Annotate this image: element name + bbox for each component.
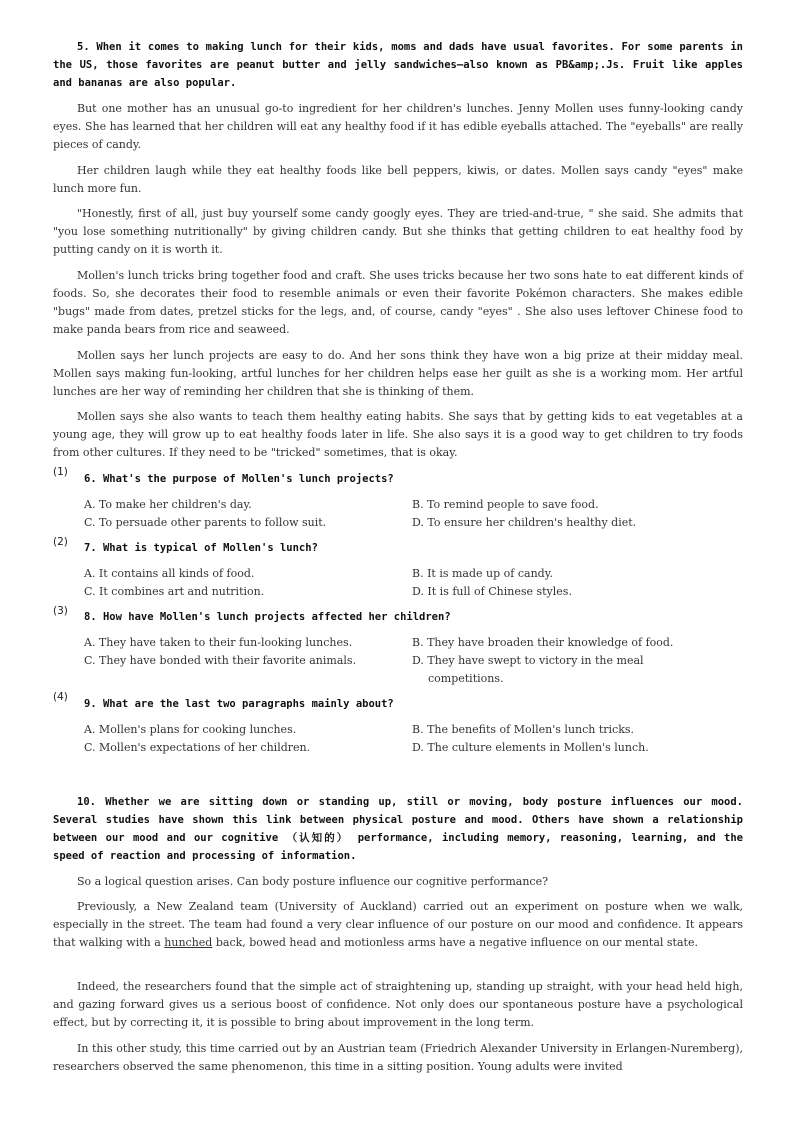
option-b[interactable]: B. The benefits of Mollen's lunch tricks.	[412, 723, 635, 736]
passage10-intro: 10. Whether we are sitting down or standing up, still or moving, body posture influences our mood. Several studies have shown this link between physical posture and mood. Others have shown a relationship between our mood and our cognitive （认知的） performance, including memory, reasoning, learning, and the speed of reaction and processing of information.	[53, 796, 743, 862]
passage10-paragraph-3: Indeed, the researchers found that the simple act of straightening up, standing up straight, with your head held high, and gazing forward gives us a serious boost of confidence. Not only does our spontaneous posture have a psychological effect, but by correcting it, it is possible to bring about improvement in the long term.	[53, 980, 743, 1029]
passage5-paragraph-5: Mollen says her lunch projects are easy to do. And her sons think they have won a big prize at their midday meal. Mollen says making fun-looking, artful lunches for her children helps ease her guilt as she is a working mom. Her artful lunches are her way of reminding her children that she is thinking of them.	[53, 349, 743, 398]
question-number: (2)	[53, 536, 68, 548]
passage5-paragraph-4: Mollen's lunch tricks bring together food and craft. She uses tricks because her two sons hate to eat different kinds of foods. So, she decorates their food to resemble animals or even their favorite Pokémon characters. She makes edible "bugs" made from dates, pretzel sticks for the legs, and, of course, candy "eyes" . She also uses leftover Chinese food to make panda bears from rice and seaweed.	[53, 269, 743, 336]
question-text: 7. What is typical of Mollen's lunch?	[84, 542, 318, 554]
passage5-paragraph-6: Mollen says she also wants to teach them healthy eating habits. She says that by getting kids to eat vegetables at a young age, they will grow up to eat healthy foods later in life. She also says it is a good way to get children to try foods from other cultures. If they need to be "tricked" sometimes, that is okay.	[53, 410, 743, 459]
option-b[interactable]: B. They have broaden their knowledge of food.	[412, 636, 674, 649]
option-d[interactable]: D. The culture elements in Mollen's lunch.	[412, 741, 649, 754]
passage10-paragraph-4: In this other study, this time carried out by an Austrian team (Friedrich Alexander University in Erlangen-Nuremberg), researchers observed the same phenomenon, this time in a sitting position. Young adults were invited	[53, 1042, 743, 1073]
option-c[interactable]: C. Mollen's expectations of her children.	[84, 741, 311, 754]
option-d[interactable]: D. To ensure her children's healthy diet.	[412, 516, 637, 529]
option-a[interactable]: A. Mollen's plans for cooking lunches.	[84, 723, 297, 736]
question-number: (1)	[53, 466, 68, 478]
p2-text-after: back, bowed head and motionless arms have a negative influence on our mental state.	[212, 936, 698, 949]
question-text: 9. What are the last two paragraphs mainly about?	[84, 698, 394, 710]
question-number: (4)	[53, 691, 68, 703]
underlined-word-hunched: hunched	[164, 936, 213, 949]
option-c[interactable]: C. To persuade other parents to follow suit.	[84, 516, 327, 529]
option-d-text: D. They have swept to victory in the meal competitions.	[412, 654, 644, 685]
passage5-paragraph-3: "Honestly, first of all, just buy yourself some candy googly eyes. They are tried-and-true, " she said. She admits that "you lose something nutritionally" by giving children candy. But she thinks that getting children to eat healthy food by putting candy on it is worth it.	[53, 207, 743, 256]
passage10-paragraph-1: So a logical question arises. Can body posture influence our cognitive performance?	[77, 875, 548, 888]
option-c[interactable]: C. They have bonded with their favorite animals.	[84, 654, 357, 667]
option-a[interactable]: A. To make her children's day.	[84, 498, 252, 511]
question-text: 8. How have Mollen's lunch projects affected her children?	[84, 611, 451, 623]
p2-text-before: Previously, a New Zealand team (University of Auckland) carried out an experiment on posture when we walk, especially in the street. The team had found a very clear influence of our posture on our mood and confidence. It appears that walking with a	[53, 900, 743, 949]
passage5-paragraph-2: Her children laugh while they eat healthy foods like bell peppers, kiwis, or dates. Mollen says candy "eyes" make lunch more fun.	[53, 164, 743, 195]
option-c[interactable]: C. It combines art and nutrition.	[84, 585, 265, 598]
question-text: 6. What's the purpose of Mollen's lunch projects?	[84, 473, 394, 485]
option-a[interactable]: A. It contains all kinds of food.	[84, 567, 255, 580]
question-number: (3)	[53, 605, 68, 617]
passage5-paragraph-1: But one mother has an unusual go-to ingredient for her children's lunches. Jenny Mollen uses funny-looking candy eyes. She has learned that her children will eat any healthy food if it has edible eyeballs attached. The "eyeballs" are really pieces of candy.	[53, 102, 743, 151]
option-d[interactable]: D. It is full of Chinese styles.	[412, 585, 572, 598]
passage5-intro: 5. When it comes to making lunch for their kids, moms and dads have usual favorites. For some parents in the US, those favorites are peanut butter and jelly sandwiches—also known as PB&amp;.Js. Fruit like apples and bananas are also popular.	[53, 41, 743, 89]
option-a[interactable]: A. They have taken to their fun-looking lunches.	[84, 636, 353, 649]
option-b[interactable]: B. It is made up of candy.	[412, 567, 553, 580]
option-b[interactable]: B. To remind people to save food.	[412, 498, 599, 511]
passage10-paragraph-2	[53, 898, 743, 952]
option-d[interactable]	[412, 652, 682, 688]
